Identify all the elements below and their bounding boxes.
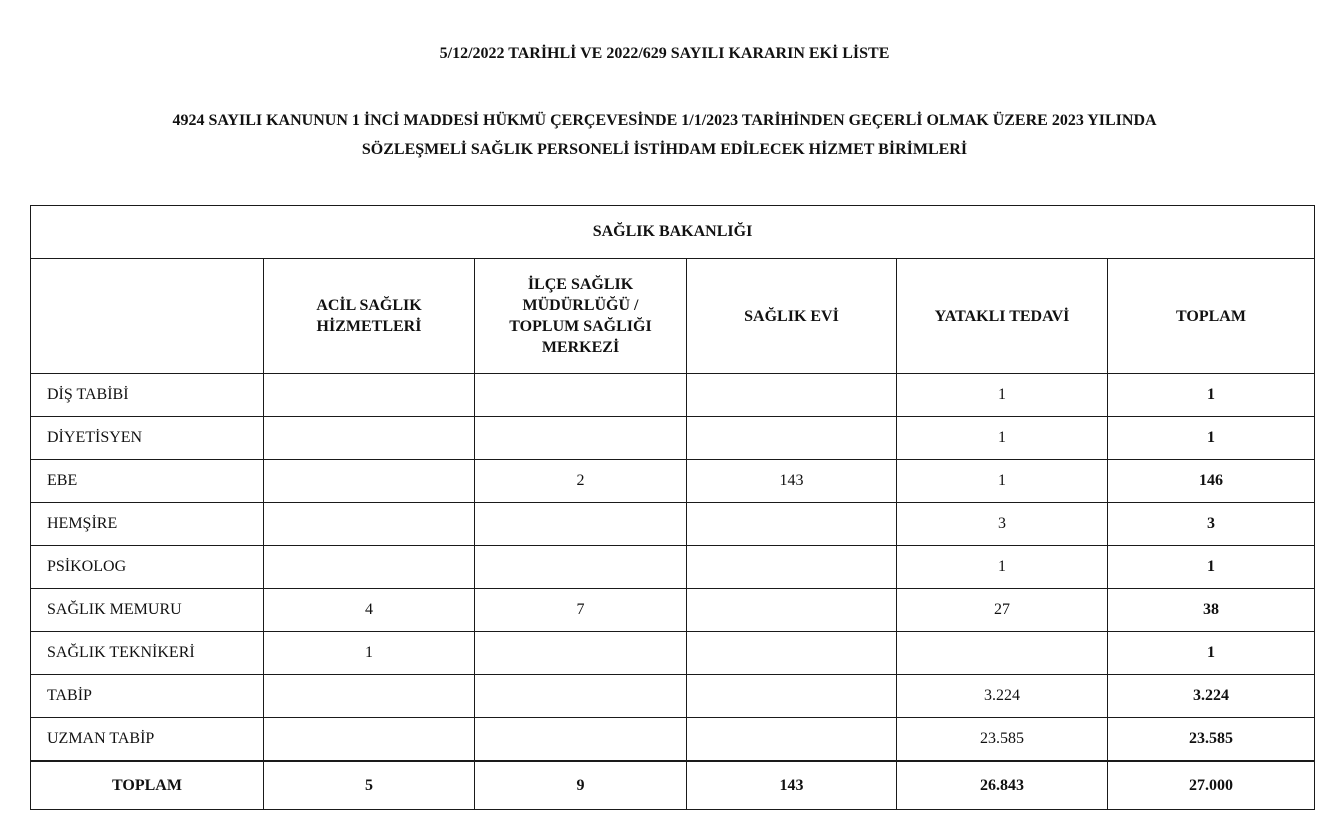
- row-label: EBE: [31, 460, 264, 503]
- column-header-ilce: İLÇE SAĞLIK MÜDÜRLÜĞÜ / TOPLUM SAĞLIĞI MERKEZİ: [475, 259, 687, 374]
- row-total-cell: 1: [1108, 546, 1315, 589]
- row-label: DİŞ TABİBİ: [31, 374, 264, 417]
- table-cell: 1: [264, 632, 475, 675]
- table-cell: 1: [897, 417, 1108, 460]
- total-cell: 26.843: [897, 761, 1108, 810]
- table-cell: [264, 417, 475, 460]
- table-row: [31, 718, 1315, 762]
- row-total-cell: 23.585: [1108, 718, 1315, 762]
- table-cell: [687, 503, 897, 546]
- table-row: [31, 460, 1315, 503]
- row-label: SAĞLIK TEKNİKERİ: [31, 632, 264, 675]
- row-total-cell: 38: [1108, 589, 1315, 632]
- table-cell: [897, 632, 1108, 675]
- document-title: 5/12/2022 TARİHLİ VE 2022/629 SAYILI KARARIN EKİ LİSTE: [439, 45, 890, 62]
- total-label: TOPLAM: [31, 761, 264, 810]
- table-cell: [475, 675, 687, 718]
- row-total-cell: 1: [1108, 417, 1315, 460]
- row-label: HEMŞİRE: [31, 503, 264, 546]
- table-cell: 27: [897, 589, 1108, 632]
- table-cell: [687, 374, 897, 417]
- table-cell: 3.224: [897, 675, 1108, 718]
- table-cell: 143: [687, 460, 897, 503]
- column-header-yatakli-tedavi: YATAKLI TEDAVİ: [897, 259, 1108, 374]
- table-cell: [687, 589, 897, 632]
- row-total-cell: 3.224: [1108, 675, 1315, 718]
- table-row: [31, 675, 1315, 718]
- table-cell: [475, 374, 687, 417]
- table-cell: 4: [264, 589, 475, 632]
- table-cell: [475, 417, 687, 460]
- table-row: [31, 632, 1315, 675]
- grand-total-cell: 27.000: [1108, 761, 1315, 810]
- table-row: [31, 503, 1315, 546]
- staffing-table: [30, 205, 1315, 810]
- table-cell: [264, 675, 475, 718]
- table-cell: 1: [897, 460, 1108, 503]
- row-label: SAĞLIK MEMURU: [31, 589, 264, 632]
- table-cell: [475, 503, 687, 546]
- table-cell: [687, 718, 897, 762]
- table-cell: [475, 546, 687, 589]
- column-header-saglik-evi: SAĞLIK EVİ: [687, 259, 897, 374]
- table-cell: [264, 546, 475, 589]
- table-row: [31, 417, 1315, 460]
- table-cell: [687, 546, 897, 589]
- table-cell: [264, 503, 475, 546]
- row-total-cell: 1: [1108, 632, 1315, 675]
- total-cell: 9: [475, 761, 687, 810]
- document-subtitle-line-2: SÖZLEŞMELİ SAĞLIK PERSONELİ İSTİHDAM EDİLECEK HİZMET BİRİMLERİ: [361, 141, 968, 158]
- row-total-cell: 3: [1108, 503, 1315, 546]
- table-row: [31, 589, 1315, 632]
- column-header-acil: ACİL SAĞLIK HİZMETLERİ: [264, 259, 475, 374]
- row-label: UZMAN TABİP: [31, 718, 264, 762]
- table-title-row: [31, 206, 1315, 259]
- row-total-cell: 146: [1108, 460, 1315, 503]
- document-subtitle-line-1: 4924 SAYILI KANUNUN 1 İNCİ MADDESİ HÜKMÜ ÇERÇEVESİNDE 1/1/2023 TARİHİNDEN GEÇERLİ OLMAK ÜZERE 2023 YILINDA: [172, 112, 1157, 129]
- table-cell: 23.585: [897, 718, 1108, 762]
- table-cell: [687, 417, 897, 460]
- row-label: DİYETİSYEN: [31, 417, 264, 460]
- table-cell: [687, 632, 897, 675]
- table-header-row: [31, 259, 1315, 374]
- column-header-toplam: TOPLAM: [1108, 259, 1315, 374]
- column-header-empty: [31, 259, 264, 374]
- total-cell: 5: [264, 761, 475, 810]
- table-cell: 1: [897, 374, 1108, 417]
- table-cell: 7: [475, 589, 687, 632]
- table-cell: [475, 718, 687, 762]
- table-cell: [687, 675, 897, 718]
- table-cell: 2: [475, 460, 687, 503]
- row-total-cell: 1: [1108, 374, 1315, 417]
- table-cell: [264, 718, 475, 762]
- row-label: TABİP: [31, 675, 264, 718]
- table-row: [31, 374, 1315, 417]
- total-cell: 143: [687, 761, 897, 810]
- table-total-row: [31, 761, 1315, 810]
- table-cell: 3: [897, 503, 1108, 546]
- table-cell: [475, 632, 687, 675]
- table-cell: [264, 374, 475, 417]
- table-row: [31, 546, 1315, 589]
- table-cell: [264, 460, 475, 503]
- table-cell: 1: [897, 546, 1108, 589]
- table-title: SAĞLIK BAKANLIĞI: [31, 206, 1315, 259]
- row-label: PSİKOLOG: [31, 546, 264, 589]
